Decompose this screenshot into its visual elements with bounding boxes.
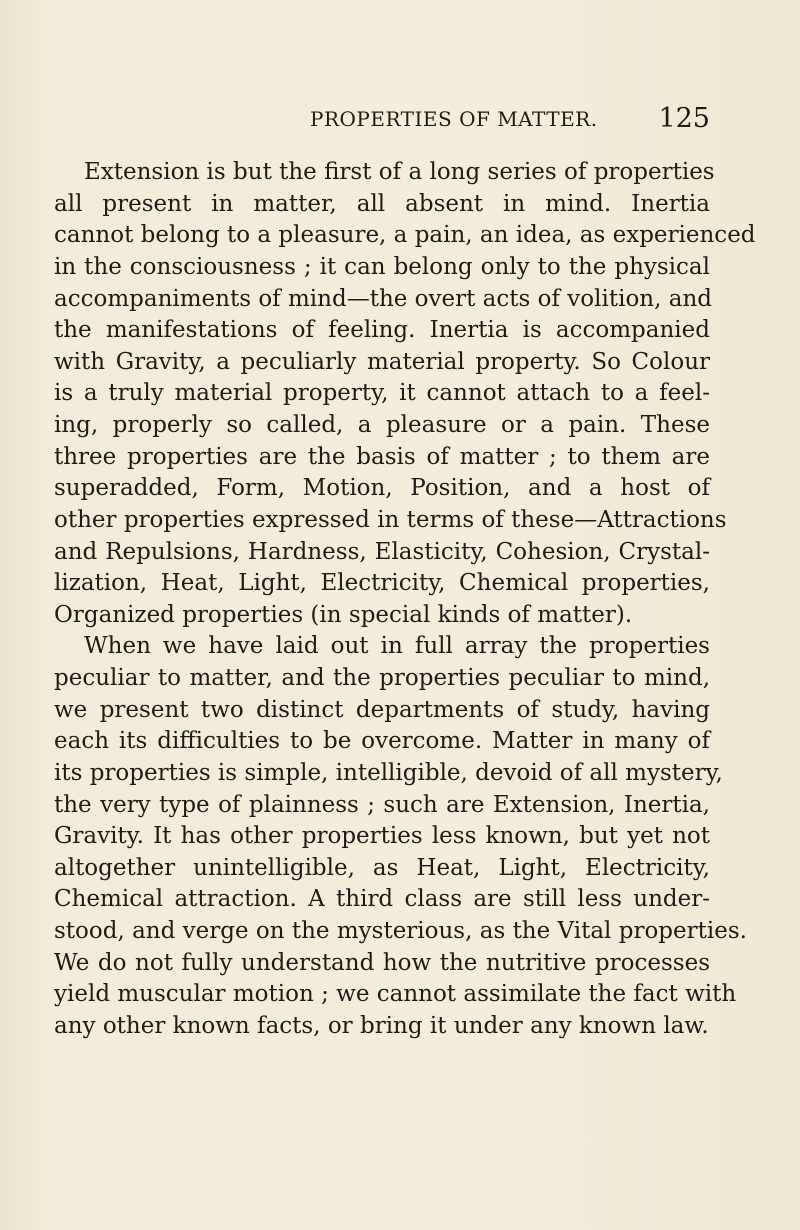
text-line: the very type of plainness ; such are Extension, Inertia, <box>54 791 710 818</box>
text-line: cannot belong to a pleasure, a pain, an idea, as experienced <box>54 222 756 249</box>
text-line: other properties expressed in terms of these—Attractions <box>54 506 727 533</box>
text-line: Chemical attraction. A third class are still less under- <box>54 886 710 913</box>
body-text <box>54 157 756 1043</box>
running-head: PROPERTIES OF MATTER. <box>310 107 598 131</box>
text-line: the manifestations of feeling. Inertia is accompanied <box>54 317 710 344</box>
text-line: in the consciousness ; it can belong only to the physical <box>54 253 710 280</box>
text-line: and Repulsions, Hardness, Elasticity, Cohesion, Crystal- <box>54 538 710 565</box>
text-line: three properties are the basis of matter ; to them are <box>54 443 710 470</box>
text-line: yield muscular motion ; we cannot assimilate the fact with <box>54 981 737 1008</box>
page-number: 125 <box>658 103 710 134</box>
text-line: stood, and verge on the mysterious, as the Vital properties. <box>54 918 747 944</box>
text-line: any other known facts, or bring it under any known law. <box>54 1012 709 1039</box>
text-line: Organized properties (in special kinds of matter). <box>54 601 633 628</box>
text-line: We do not fully understand how the nutritive processes <box>54 949 710 976</box>
text-line: accompaniments of mind—the overt acts of volition, and <box>54 285 712 312</box>
text-line: each its difficulties to be overcome. Matter in many of <box>54 728 710 755</box>
text-line: altogether unintelligible, as Heat, Light, Electricity, <box>54 854 710 881</box>
page-header <box>310 103 710 133</box>
text-line: When we have laid out in full array the properties <box>84 633 710 660</box>
text-line: superadded, Form, Motion, Position, and a host of <box>54 475 710 502</box>
text-line: with Gravity, a peculiarly material property. So Colour <box>54 348 710 375</box>
text-line: Extension is but the first of a long series of properties <box>84 159 715 185</box>
text-line: its properties is simple, intelligible, devoid of all mystery, <box>54 759 723 786</box>
text-line: peculiar to matter, and the properties peculiar to mind, <box>54 665 710 691</box>
text-line: we present two distinct departments of study, having <box>54 696 710 723</box>
text-line: lization, Heat, Light, Electricity, Chemical properties, <box>54 570 710 597</box>
text-line: Gravity. It has other properties less known, but yet not <box>54 823 710 850</box>
text-line: ing, properly so called, a pleasure or a pain. These <box>54 412 710 438</box>
text-line: all present in matter, all absent in mind. Inertia <box>54 190 710 217</box>
text-line: is a truly material property, it cannot attach to a feel- <box>54 380 710 407</box>
